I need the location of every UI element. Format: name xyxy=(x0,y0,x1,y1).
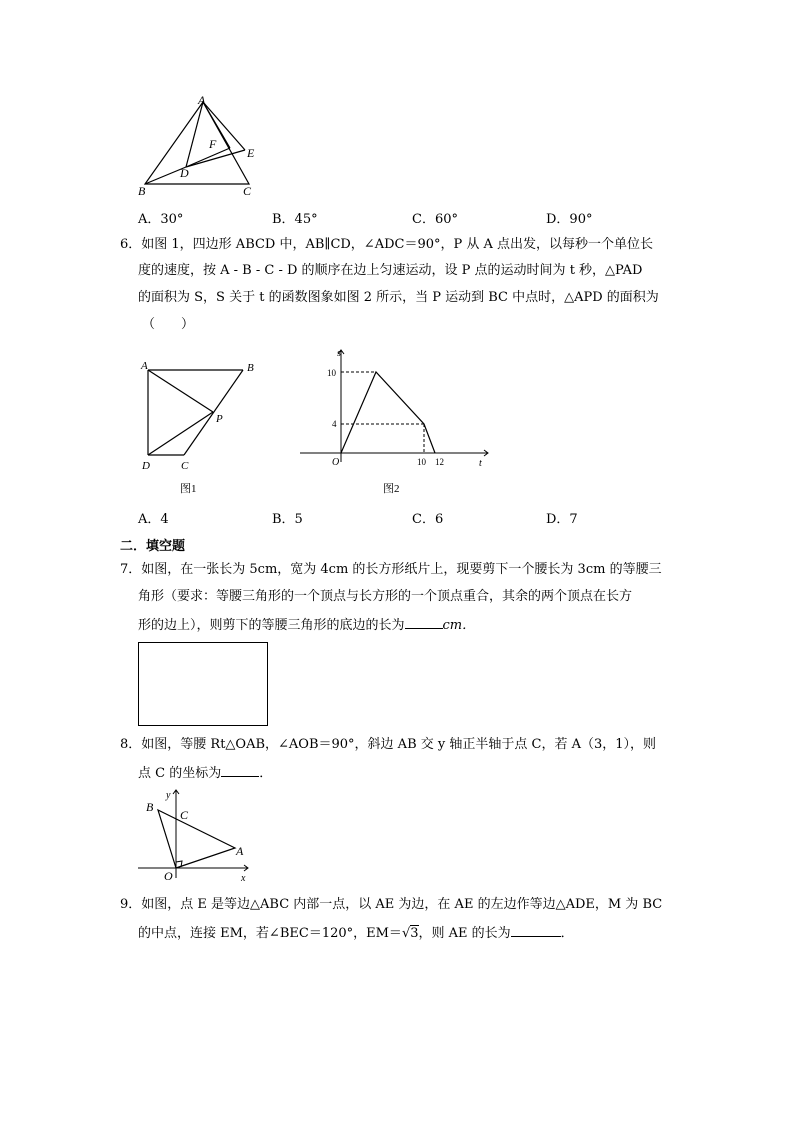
fig8-label-C: C xyxy=(180,808,189,822)
q6-line-4: （ ） xyxy=(142,317,195,332)
q5-option-d: D．90° xyxy=(546,212,593,227)
q8-figure xyxy=(134,786,254,886)
q9-line-1: 9．如图，点 E 是等边△ABC 内部一点，以 AE 为边，在 AE 的左边作等边△ADE，M 为 BC xyxy=(120,897,663,912)
q8-line-2-text: 点 C 的坐标为 xyxy=(138,766,222,781)
q7-rectangle xyxy=(138,642,268,726)
q6-option-b: B．5 xyxy=(272,512,303,527)
q6-figure-1 xyxy=(136,356,266,496)
q6-option-c: C．6 xyxy=(412,512,444,527)
q7-line-2: 角形（要求：等腰三角形的一个顶点与长方形的一个顶点重合，其余的两个顶点在长方 xyxy=(138,589,633,604)
q6-option-a: A．4 xyxy=(138,512,169,527)
fig5-label-D: D xyxy=(180,166,189,180)
q8-end: ． xyxy=(259,766,273,781)
q6-option-d: D．7 xyxy=(546,512,578,527)
q5-figure xyxy=(130,90,270,200)
fig5-label-C: C xyxy=(243,184,252,198)
q8-line-1: 8．如图，等腰 Rt△OAB，∠AOB＝90°，斜边 AB 交 y 轴正半轴于点 C，若 A（3，1），则 xyxy=(120,737,657,752)
fig1-label-D: D xyxy=(142,460,150,472)
fig2-tick-10-x: 10 xyxy=(417,457,426,467)
q9-line-2-text: 的中点，连接 EM，若∠BEC＝120°，EM＝ xyxy=(138,926,402,941)
fig1-label-C: C xyxy=(181,460,189,472)
q9-line-2 xyxy=(138,924,574,942)
fig8-axis-x: x xyxy=(241,873,246,884)
q7-unit: cm． xyxy=(442,618,476,633)
q5-option-c: C．60° xyxy=(412,212,458,227)
section-2-title: 二．填空题 xyxy=(120,539,186,554)
q7-line-1: 7．如图，在一张长为 5cm，宽为 4cm 的长方形纸片上，现要剪下一个腰长为 3cm 的等腰三 xyxy=(120,562,662,577)
q7-line-3-text: 形的边上），则剪下的等腰三角形的底边的长为 xyxy=(138,618,405,633)
fig5-label-B: B xyxy=(138,184,146,198)
q5-option-b: B．45° xyxy=(272,212,318,227)
q9-answer-blank[interactable] xyxy=(511,924,561,937)
fig8-axis-y: y xyxy=(166,790,171,801)
fig2-origin: O xyxy=(332,457,340,468)
q9-sqrt-value: 3 xyxy=(410,926,419,941)
q8-line-2 xyxy=(138,764,272,782)
q6-figure-2 xyxy=(296,340,496,500)
fig8-label-B: B xyxy=(146,800,154,814)
fig2-axis-t: t xyxy=(479,458,482,469)
q5-option-a: A．30° xyxy=(138,212,184,227)
q8-answer-blank[interactable] xyxy=(221,764,259,777)
fig8-label-A: A xyxy=(236,844,244,858)
fig5-label-A: A xyxy=(198,93,206,107)
fig2-tick-10-y: 10 xyxy=(327,368,336,378)
q7-answer-blank[interactable] xyxy=(405,616,443,629)
q6-line-1: 6．如图 1，四边形 ABCD 中，AB∥CD，∠ADC＝90°，P 从 A 点出发，以每秒一个单位长 xyxy=(120,237,654,252)
fig5-label-E: E xyxy=(247,146,255,160)
q9-end: ． xyxy=(560,926,574,941)
q7-line-3 xyxy=(138,616,475,634)
fig8-label-O: O xyxy=(164,869,173,883)
fig2-caption: 图2 xyxy=(383,483,400,495)
fig1-caption: 图1 xyxy=(180,483,197,495)
fig1-label-B: B xyxy=(247,362,254,374)
fig5-label-F: F xyxy=(209,137,217,151)
fig1-label-P: P xyxy=(216,413,223,425)
fig2-tick-12-x: 12 xyxy=(435,457,444,467)
q9-tail: ，则 AE 的长为 xyxy=(418,926,511,941)
fig1-label-A: A xyxy=(141,360,148,372)
fig2-tick-4-y: 4 xyxy=(332,419,337,429)
q6-line-2: 度的速度，按 A - B - C - D 的顺序在边上匀速运动，设 P 点的运动时间为 t 秒，△PAD xyxy=(138,263,643,278)
q6-line-3: 的面积为 S，S 关于 t 的函数图象如图 2 所示，当 P 运动到 BC 中点时，△APD 的面积为 xyxy=(138,290,659,305)
sqrt-sign: √ xyxy=(401,926,411,941)
fig2-axis-s: s xyxy=(337,348,341,359)
